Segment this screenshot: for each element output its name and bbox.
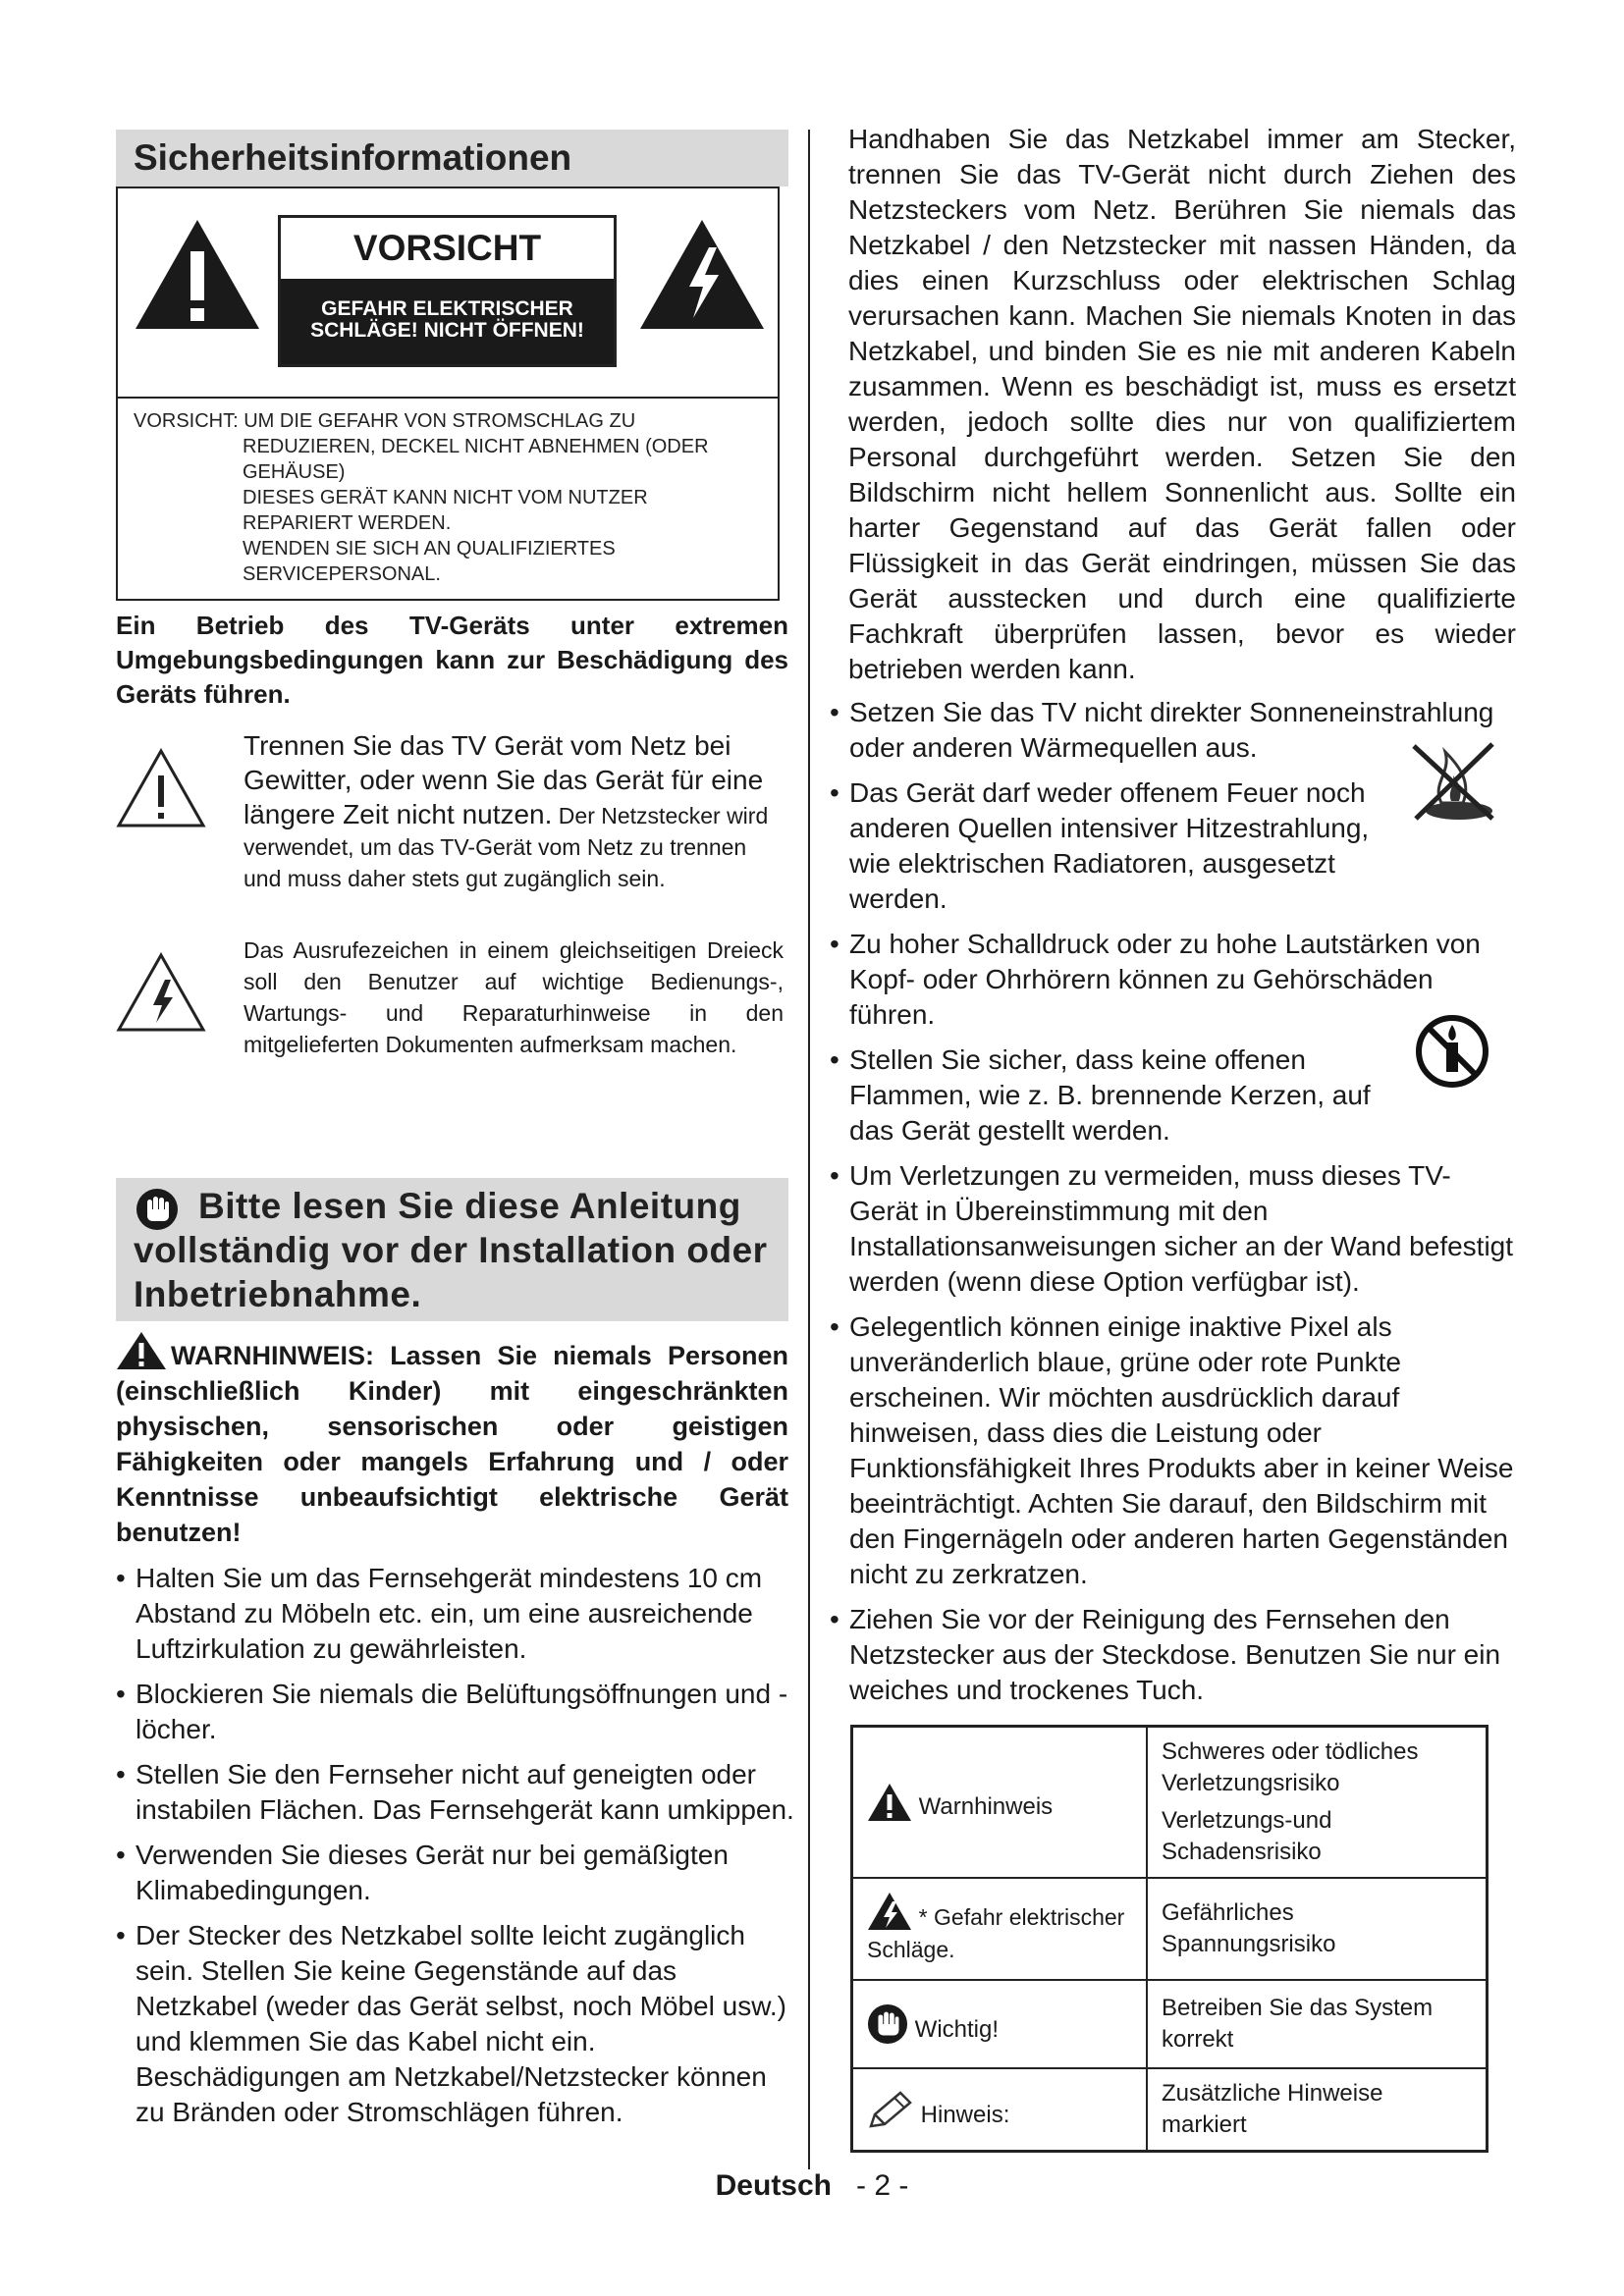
exclamation-triangle-icon	[134, 218, 261, 331]
caution-line: WENDEN SIE SICH AN QUALIFIZIERTES	[243, 538, 616, 560]
section-title-safety: Sicherheitsinformationen	[116, 130, 788, 187]
legend-desc-cell	[1147, 1878, 1488, 1980]
list-item: • Halten Sie um das Fernsehgerät mindestens 10 cm Abstand zu Möbeln etc. ein, um eine ausreichende Luftzirkulation zu gewährleisten.	[116, 1561, 803, 1667]
lightning-triangle-icon	[867, 1892, 912, 1931]
table-row	[852, 1878, 1488, 1980]
table-row	[852, 2068, 1488, 2152]
warning-paragraph	[116, 1331, 788, 1550]
storm-text-small: Der Netzstecker wird verwendet, um das TV-Gerät vom Netz zu trennen und muss daher stets gut zugänglich sein.	[244, 803, 769, 891]
caution-box	[116, 187, 780, 601]
page-number: - 2 -	[856, 2169, 909, 2202]
warning-triangle-icon	[116, 1331, 167, 1370]
list-item: • Der Stecker des Netzkabel sollte leicht zugänglich sein. Stellen Sie keine Gegenstände auf das Netzkabel (weder das Gerät selbst, noch Möbel usw.) und klemmen Sie das Kabel nicht ein. Beschädigungen am Netzkabel/Netzstecker können zu Bränden oder Stromschlägen führen.	[116, 1918, 803, 2130]
warning-triangle-icon	[867, 1783, 912, 1822]
list-item: • Gelegentlich können einige inaktive Pixel als unveränderlich blaue, grüne oder rote Punkte erscheinen. Wir möchten ausdrücklich darauf hinweisen, dass dies die Leistung oder Funktionsfähigkeit Ihres Produkts aber in keiner Weise beeinträchtigt. Achten Sie darauf, den Bildschirm mit den Fingernägeln oder anderen harten Gegenständen nicht zu zerkratzen.	[830, 1309, 1517, 1592]
caution-line: GEHÄUSE)	[243, 461, 346, 483]
legend-label-cell	[852, 1727, 1148, 1879]
symbol-legend-table	[850, 1725, 1489, 2153]
caution-subheading	[281, 279, 614, 364]
caution-line: DIESES GERÄT KANN NICHT VOM NUTZER	[243, 487, 648, 508]
legend-desc-cell	[1147, 1980, 1488, 2068]
list-item: • Setzen Sie das TV nicht direkter Sonneneinstrahlung oder anderen Wärmequellen aus.	[830, 695, 1517, 766]
list-item: • Ziehen Sie vor der Reinigung des Fernsehen den Netzstecker aus der Steckdose. Benutzen Sie nur ein weiches und trockenes Tuch.	[830, 1602, 1517, 1708]
lightning-outline-icon	[116, 952, 206, 1033]
caution-text	[134, 408, 762, 587]
legend-desc: Gefährliches Spannungsrisiko	[1162, 1899, 1336, 1957]
legend-desc: Betreiben Sie das System korrekt	[1162, 1995, 1434, 2053]
legend-desc-cell	[1147, 2068, 1488, 2152]
list-item: • Verwenden Sie dieses Gerät nur bei gemäßigten Klimabedingungen.	[116, 1838, 803, 1908]
legend-label: Wichtig!	[914, 2015, 1000, 2043]
read-manual-title: Bitte lesen Sie diese Anleitung vollständig vor der Installation oder Inbetriebnahme.	[134, 1186, 768, 1314]
caution-line: SERVICEPERSONAL.	[243, 563, 441, 585]
legend-label: Warnhinweis	[918, 1792, 1054, 1820]
page-footer	[0, 2169, 1624, 2203]
exclamation-explanation: Das Ausrufezeichen in einem gleichseitigen Dreieck soll den Benutzer auf wichtige Bedienungs-, Wartungs- und Reparaturhinweise in den mitgelieferten Dokumenten aufmerksam machen.	[244, 937, 784, 1057]
hand-stop-icon	[867, 2003, 908, 2045]
table-row	[852, 1727, 1488, 1879]
list-item: • Stellen Sie den Fernseher nicht auf geneigten oder instabilen Flächen. Das Fernsehgerät kann umkippen.	[116, 1757, 803, 1828]
cable-handling-text: Handhaben Sie das Netzkabel immer am Stecker, trennen Sie das TV-Gerät nicht durch Ziehen des Netzsteckers vom Netz. Berühren Sie niemals das Netzkabel / den Netzstecker mit nassen Händen, da dies einen Kurzschluss oder elektrischen Schlag verursachen kann. Machen Sie niemals Knoten in das Netzkabel, und binden Sie es nie mit anderen Kabeln zusammen. Wenn es beschädigt ist, muss es ersetzt werden, jedoch sollte dies nur von qualifiziertem Personal durchgeführt werden. Setzen Sie den Bildschirm nicht hellem Sonnenlicht aus. Sollte ein harter Gegenstand auf das Gerät fallen oder Flüssigkeit in das Gerät eindringen, müssen Sie das Gerät ausstecken und durch eine qualifizierte Fachkraft überprüfen lassen, bevor es wieder betrieben werden kann.	[848, 124, 1516, 684]
caution-subline-1: GEFAHR ELEKTRISCHER	[321, 297, 573, 320]
warning-text: WARNHINWEIS: Lassen Sie niemals Personen (einschließlich Kinder) mit eingeschränkten physischen, sensorischen oder geistigen Fähigkeiten oder mangels Erfahrung und / oder Kenntnisse unbeaufsichtigt elektrische Gerät benutzen!	[116, 1341, 788, 1547]
legend-label: * Gefahr elektrischer Schläge.	[867, 1904, 1125, 1962]
pencil-icon	[867, 2089, 914, 2130]
legend-label-cell	[852, 2068, 1148, 2152]
caution-line: REDUZIEREN, DECKEL NICHT ABNEHMEN (ODER	[243, 436, 709, 457]
hand-stop-icon	[135, 1188, 179, 1231]
exclamation-outline-icon	[116, 748, 206, 828]
caution-subline-2: SCHLÄGE! NICHT ÖFFNEN!	[310, 319, 584, 342]
legend-desc-cell	[1147, 1727, 1488, 1879]
column-divider	[808, 130, 810, 2169]
legend-desc: Schweres oder tödliches Verletzungsrisiko	[1162, 1738, 1419, 1796]
table-row	[852, 1980, 1488, 2068]
section-title-read-manual	[116, 1178, 788, 1321]
extreme-conditions-note: Ein Betrieb des TV-Geräts unter extremen Umgebungsbedingungen kann zur Beschädigung des Geräts führen.	[116, 611, 788, 709]
list-item: • Stellen Sie sicher, dass keine offenen Flammen, wie z. B. brennende Kerzen, auf das Gerät gestellt werden.	[830, 1042, 1517, 1148]
legend-label-cell	[852, 1980, 1148, 2068]
legend-label: Hinweis:	[920, 2101, 1010, 2128]
footer-language: Deutsch	[715, 2169, 832, 2202]
storm-note	[244, 728, 784, 894]
legend-label-cell	[852, 1878, 1148, 1980]
list-item: • Das Gerät darf weder offenem Feuer noch anderen Quellen intensiver Hitzestrahlung, wie elektrischen Radiatoren, ausgesetzt werden.	[830, 775, 1517, 917]
caution-line: REPARIERT WERDEN.	[243, 512, 452, 534]
list-item: • Blockieren Sie niemals die Belüftungsöffnungen und -löcher.	[116, 1677, 803, 1747]
list-item: • Um Verletzungen zu vermeiden, muss dieses TV-Gerät in Übereinstimmung mit den Installationsanweisungen sicher an der Wand befestigt werden (wenn diese Option verfügbar ist).	[830, 1158, 1517, 1300]
caution-line: VORSICHT: UM DIE GEFAHR VON STROMSCHLAG ZU	[134, 410, 636, 432]
lightning-triangle-icon	[638, 218, 766, 331]
no-fire-icon	[1402, 734, 1500, 825]
no-candle-icon	[1414, 1013, 1490, 1090]
list-item: • Zu hoher Schalldruck oder zu hohe Lautstärken von Kopf- oder Ohrhörern können zu Gehörschäden führen.	[830, 927, 1517, 1033]
right-bullet-list	[830, 695, 1517, 1718]
caution-heading: VORSICHT	[352, 228, 542, 268]
caution-box-top	[118, 188, 778, 399]
left-bullet-list	[116, 1561, 803, 2140]
legend-desc: Zusätzliche Hinweise markiert	[1162, 2080, 1383, 2138]
legend-desc: Verletzungs-und Schadensrisiko	[1162, 1807, 1332, 1865]
caution-label	[278, 215, 617, 367]
storm-text-large: Trennen Sie das TV Gerät vom Netz bei Gewitter, oder wenn Sie das Gerät für eine längere Zeit nicht nutzen.	[244, 730, 764, 829]
